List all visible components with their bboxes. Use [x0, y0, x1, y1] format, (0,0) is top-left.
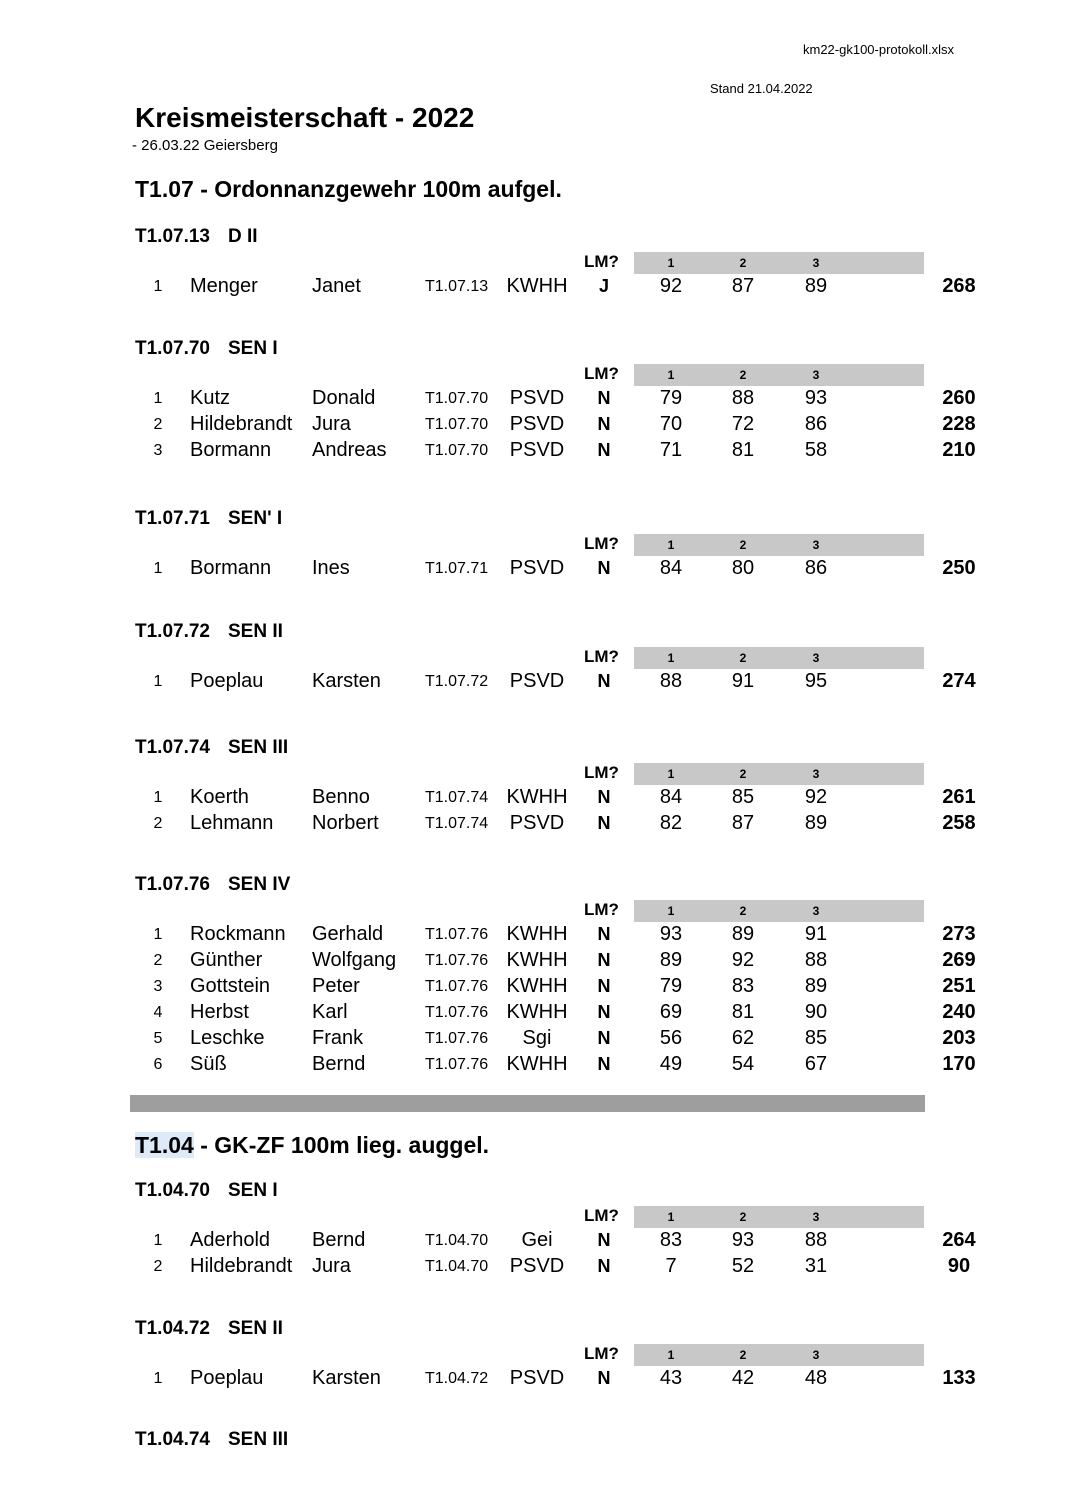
total-score: 274 [942, 670, 976, 692]
last-name: Gottstein [190, 975, 271, 997]
class-code: T1.07.70 [425, 416, 489, 433]
score-1: 93 [659, 923, 683, 945]
score-2: 62 [731, 1027, 755, 1049]
class-code: T1.07.70 [425, 442, 489, 459]
score-3: 89 [804, 275, 828, 297]
first-name: Peter [312, 975, 360, 997]
score-1: 89 [659, 949, 683, 971]
last-name: Kutz [190, 387, 231, 409]
series-2-header: 2 [739, 767, 747, 781]
lm-header: LM? [584, 364, 619, 383]
class-code: T1.07.76 [425, 1030, 489, 1047]
club: PSVD [509, 413, 565, 435]
class-code: T1.07.70 [425, 390, 489, 407]
series-3-header: 3 [812, 1210, 820, 1224]
series-3-header: 3 [812, 368, 820, 382]
club: KWHH [506, 275, 568, 297]
class-code: T1.04.70 [425, 1258, 489, 1275]
series-2-header: 2 [739, 538, 747, 552]
class-code: T1.07.71 [425, 560, 489, 577]
table-row [0, 786, 1068, 812]
class-code: T1.07.74 [425, 789, 489, 806]
score-1: 84 [659, 557, 683, 579]
series-1-header: 1 [667, 256, 675, 270]
class-code: T1.07.72 [425, 673, 489, 690]
score-3: 86 [804, 413, 828, 435]
table-row [0, 413, 1068, 439]
table-row [0, 1027, 1068, 1053]
club: KWHH [506, 1001, 568, 1023]
last-name: Hildebrandt [190, 1255, 293, 1277]
score-1: 69 [659, 1001, 683, 1023]
total-score: 133 [942, 1367, 976, 1389]
first-name: Benno [312, 786, 370, 808]
last-name: Aderhold [190, 1229, 271, 1251]
rank: 2 [153, 1258, 163, 1275]
table-row [0, 949, 1068, 975]
score-3: 58 [804, 439, 828, 461]
last-name: Menger [190, 275, 258, 297]
series-3-header: 3 [812, 767, 820, 781]
score-2: 83 [731, 975, 755, 997]
total-score: 240 [942, 1001, 976, 1023]
first-name: Jura [312, 413, 351, 435]
score-3: 86 [804, 557, 828, 579]
first-name: Donald [312, 387, 376, 409]
score-1: 79 [659, 975, 683, 997]
score-3: 88 [804, 949, 828, 971]
score-2: 81 [731, 1001, 755, 1023]
score-1: 79 [659, 387, 683, 409]
section-title-t107: T1.07 - Ordonnanzgewehr 100m aufgel. [135, 176, 562, 202]
first-name: Jura [312, 1255, 351, 1277]
first-name: Janet [312, 275, 361, 297]
lm-flag: N [597, 813, 611, 833]
series-1-header: 1 [667, 1210, 675, 1224]
lm-flag: N [597, 558, 611, 578]
score-2: 92 [731, 949, 755, 971]
rank: 1 [153, 789, 163, 806]
category-title: T1.07.70 SEN I [135, 338, 278, 359]
first-name: Andreas [312, 439, 387, 461]
table-row [0, 387, 1068, 413]
last-name: Herbst [190, 1001, 249, 1023]
table-row [0, 812, 1068, 838]
last-name: Bormann [190, 557, 272, 579]
score-3: 67 [804, 1053, 828, 1075]
club: KWHH [506, 975, 568, 997]
lm-header: LM? [584, 1206, 619, 1225]
first-name: Bernd [312, 1229, 366, 1251]
category-title: T1.07.71 SEN' I [135, 508, 283, 529]
series-3-header: 3 [812, 904, 820, 918]
table-row [0, 275, 1068, 301]
score-2: 80 [731, 557, 755, 579]
class-code: T1.07.13 [425, 278, 489, 295]
lm-flag: N [597, 950, 611, 970]
series-1-header: 1 [667, 651, 675, 665]
table-row [0, 670, 1068, 696]
score-2: 85 [731, 786, 755, 808]
last-name: Lehmann [190, 812, 274, 834]
total-score: 203 [942, 1027, 976, 1049]
score-2: 54 [731, 1053, 755, 1075]
page-subtitle: - 26.03.22 Geiersberg [132, 137, 278, 154]
total-score: 258 [942, 812, 976, 834]
category-title: T1.07.74 SEN III [135, 737, 289, 758]
page-title: Kreismeisterschaft - 2022 [135, 102, 475, 133]
lm-flag: N [597, 388, 611, 408]
score-3: 89 [804, 975, 828, 997]
score-2: 88 [731, 387, 755, 409]
series-2-header: 2 [739, 256, 747, 270]
total-score: 250 [942, 557, 976, 579]
table-row [0, 1367, 1068, 1393]
class-code: T1.07.74 [425, 815, 489, 832]
lm-flag: N [597, 671, 611, 691]
club: PSVD [509, 439, 565, 461]
score-1: 92 [659, 275, 683, 297]
first-name: Karsten [312, 670, 381, 692]
score-2: 42 [731, 1367, 755, 1389]
stand-date: Stand 21.04.2022 [710, 81, 813, 96]
category-title: T1.07.76 SEN IV [135, 874, 291, 895]
rank: 1 [153, 1232, 163, 1249]
club: KWHH [506, 1053, 568, 1075]
last-name: Hildebrandt [190, 413, 293, 435]
lm-flag: N [597, 1002, 611, 1022]
series-2-header: 2 [739, 368, 747, 382]
score-1: 84 [659, 786, 683, 808]
rank: 6 [153, 1056, 163, 1073]
series-1-header: 1 [667, 538, 675, 552]
score-3: 92 [804, 786, 828, 808]
score-3: 91 [804, 923, 828, 945]
club: Sgi [522, 1027, 552, 1049]
score-3: 85 [804, 1027, 828, 1049]
class-code: T1.04.70 [425, 1232, 489, 1249]
rank: 5 [153, 1030, 163, 1047]
lm-header: LM? [584, 252, 619, 271]
lm-header: LM? [584, 534, 619, 553]
total-score: 261 [942, 786, 976, 808]
score-3: 88 [804, 1229, 828, 1251]
score-1: 88 [659, 670, 683, 692]
series-header-bar [634, 1206, 924, 1228]
score-1: 83 [659, 1229, 683, 1251]
first-name: Karsten [312, 1367, 381, 1389]
rank: 4 [153, 1004, 163, 1021]
club: PSVD [509, 1255, 565, 1277]
last-name: Poeplau [190, 1367, 264, 1389]
total-score: 269 [942, 949, 976, 971]
last-name: Poeplau [190, 670, 264, 692]
first-name: Gerhald [312, 923, 384, 945]
series-2-header: 2 [739, 1348, 747, 1362]
series-header-bar [634, 763, 924, 785]
series-3-header: 3 [812, 256, 820, 270]
table-row [0, 1053, 1068, 1079]
table-row [0, 1229, 1068, 1255]
rank: 1 [153, 560, 163, 577]
score-3: 90 [804, 1001, 828, 1023]
last-name: Rockmann [190, 923, 286, 945]
club: KWHH [506, 923, 568, 945]
table-row [0, 557, 1068, 583]
category-title: T1.04.72 SEN II [135, 1318, 283, 1339]
score-1: 70 [659, 413, 683, 435]
score-1: 49 [659, 1053, 683, 1075]
lm-flag: N [597, 976, 611, 996]
table-row [0, 1001, 1068, 1027]
category-title: T1.04.70 SEN I [135, 1180, 278, 1201]
score-2: 91 [731, 670, 755, 692]
lm-header: LM? [584, 647, 619, 666]
total-score: 210 [942, 439, 976, 461]
section-divider [130, 1095, 925, 1112]
last-name: Günther [190, 949, 263, 971]
class-code: T1.04.72 [425, 1370, 489, 1387]
rank: 1 [153, 926, 163, 943]
rank: 1 [153, 278, 163, 295]
lm-flag: N [597, 440, 611, 460]
total-score: 264 [942, 1229, 976, 1251]
rank: 1 [153, 390, 163, 407]
first-name: Wolfgang [312, 949, 397, 971]
lm-header: LM? [584, 1344, 619, 1363]
series-header-bar [634, 647, 924, 669]
series-header-bar [634, 252, 924, 274]
category-title: T1.04.74 SEN III [135, 1429, 289, 1450]
rank: 1 [153, 1370, 163, 1387]
score-3: 31 [804, 1255, 828, 1277]
table-row [0, 439, 1068, 465]
club: PSVD [509, 557, 565, 579]
first-name: Norbert [312, 812, 379, 834]
class-code: T1.07.76 [425, 978, 489, 995]
highlighted-cell[interactable]: T1.04 [135, 1132, 194, 1158]
first-name: Frank [312, 1027, 364, 1049]
series-3-header: 3 [812, 538, 820, 552]
table-row [0, 1255, 1068, 1281]
lm-flag: N [597, 1368, 611, 1388]
total-score: 170 [942, 1053, 976, 1075]
series-1-header: 1 [667, 368, 675, 382]
lm-flag: N [597, 414, 611, 434]
series-header-bar [634, 534, 924, 556]
lm-flag: N [597, 1230, 611, 1250]
class-code: T1.07.76 [425, 926, 489, 943]
lm-flag: N [597, 1028, 611, 1048]
lm-flag: N [597, 1054, 611, 1074]
total-score: 228 [942, 413, 976, 435]
table-row [0, 975, 1068, 1001]
score-2: 87 [731, 812, 755, 834]
series-header-bar [634, 1344, 924, 1366]
lm-flag: N [597, 1256, 611, 1276]
section-title-t104: T1.04 - GK-ZF 100m lieg. auggel. [135, 1132, 490, 1158]
score-1: 71 [659, 439, 683, 461]
rank: 2 [153, 815, 163, 832]
score-3: 89 [804, 812, 828, 834]
lm-flag: N [597, 787, 611, 807]
score-1: 56 [659, 1027, 683, 1049]
club: KWHH [506, 786, 568, 808]
class-code: T1.07.76 [425, 952, 489, 969]
series-3-header: 3 [812, 651, 820, 665]
series-1-header: 1 [667, 904, 675, 918]
table-row [0, 923, 1068, 949]
class-code: T1.07.76 [425, 1056, 489, 1073]
total-score: 251 [942, 975, 976, 997]
last-name: Koerth [190, 786, 249, 808]
lm-flag: J [598, 276, 610, 296]
class-code: T1.07.76 [425, 1004, 489, 1021]
rank: 3 [153, 978, 163, 995]
series-2-header: 2 [739, 1210, 747, 1224]
series-1-header: 1 [667, 767, 675, 781]
rank: 2 [153, 416, 163, 433]
lm-flag: N [597, 924, 611, 944]
club: PSVD [509, 1367, 565, 1389]
club: KWHH [506, 949, 568, 971]
score-1: 43 [659, 1367, 683, 1389]
rank: 1 [153, 673, 163, 690]
score-2: 89 [731, 923, 755, 945]
total-score: 90 [947, 1255, 971, 1277]
series-1-header: 1 [667, 1348, 675, 1362]
club: PSVD [509, 812, 565, 834]
category-title: T1.07.72 SEN II [135, 621, 283, 642]
series-header-bar [634, 364, 924, 386]
last-name: Leschke [190, 1027, 265, 1049]
lm-header: LM? [584, 900, 619, 919]
score-1: 82 [659, 812, 683, 834]
total-score: 260 [942, 387, 976, 409]
total-score: 273 [942, 923, 976, 945]
series-2-header: 2 [739, 651, 747, 665]
club: PSVD [509, 670, 565, 692]
club: Gei [521, 1229, 553, 1251]
score-1: 7 [665, 1255, 677, 1277]
score-2: 93 [731, 1229, 755, 1251]
category-title: T1.07.13 D II [135, 226, 258, 247]
score-2: 72 [731, 413, 755, 435]
score-2: 87 [731, 275, 755, 297]
score-3: 48 [804, 1367, 828, 1389]
club: PSVD [509, 387, 565, 409]
last-name: Süß [190, 1053, 227, 1075]
total-score: 268 [942, 275, 976, 297]
series-2-header: 2 [739, 904, 747, 918]
rank: 3 [153, 442, 163, 459]
series-3-header: 3 [812, 1348, 820, 1362]
first-name: Bernd [312, 1053, 366, 1075]
file-name: km22-gk100-protokoll.xlsx [803, 42, 955, 57]
score-3: 95 [804, 670, 828, 692]
first-name: Ines [312, 557, 350, 579]
rank: 2 [153, 952, 163, 969]
first-name: Karl [312, 1001, 348, 1023]
score-3: 93 [804, 387, 828, 409]
lm-header: LM? [584, 763, 619, 782]
last-name: Bormann [190, 439, 272, 461]
series-header-bar [634, 900, 924, 922]
score-2: 52 [731, 1255, 755, 1277]
score-2: 81 [731, 439, 755, 461]
